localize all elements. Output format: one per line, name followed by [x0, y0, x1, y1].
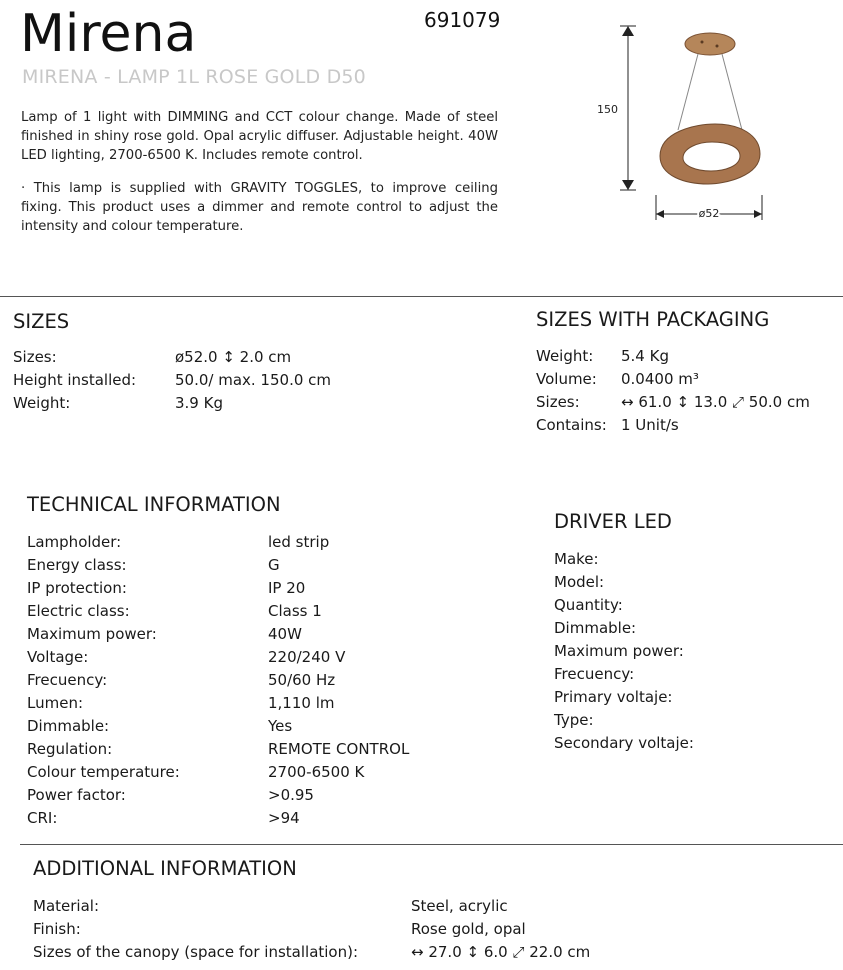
divider-top — [0, 296, 843, 297]
packaging-row — [536, 414, 836, 437]
driver-key: Model: — [554, 573, 605, 591]
technical-value: IP 20 — [268, 579, 306, 597]
technical-value: 2700-6500 K — [268, 763, 365, 781]
technical-key: Voltage: — [27, 648, 89, 666]
technical-key: Lumen: — [27, 694, 84, 712]
driver-key: Maximum power: — [554, 642, 684, 660]
technical-value: led strip — [268, 533, 330, 551]
technical-value: 220/240 V — [268, 648, 346, 666]
driver-row — [554, 548, 834, 571]
product-description: Lamp of 1 light with DIMMING and CCT colour change. Made of steel finished in shiny rose gold. Opal acrylic diffuser. Adjustable height. 40W LED lighting, 2700-6500 K. Includes remote control. — [21, 110, 498, 163]
sizes-row — [13, 392, 393, 415]
packaging-key: Sizes: — [536, 393, 580, 411]
height-arrow-top — [622, 26, 634, 36]
additional-key: Sizes of the canopy (space for installation): — [33, 943, 359, 961]
additional-value: Steel, acrylic — [411, 897, 508, 915]
technical-row — [27, 600, 467, 623]
technical-key: Energy class: — [27, 556, 127, 574]
additional-row — [33, 918, 813, 941]
packaging-value: 0.0400 m³ — [621, 370, 699, 388]
packaging-value: ↔ 61.0 ↕ 13.0 ⤢ 50.0 cm — [621, 393, 810, 411]
technical-row — [27, 531, 467, 554]
product-note: · This lamp is supplied with GRAVITY TOGGLES, to improve ceiling fixing. This product uses a dimmer and remote control to adjust the intensity and colour temperature. — [21, 181, 498, 234]
technical-value: 40W — [268, 625, 302, 643]
additional-heading: ADDITIONAL INFORMATION — [33, 857, 297, 880]
packaging-key: Weight: — [536, 347, 594, 365]
driver-list — [554, 548, 834, 755]
packaging-row — [536, 345, 836, 368]
product-code: 691079 — [424, 8, 501, 32]
technical-key: Electric class: — [27, 602, 130, 620]
technical-value: 1,110 lm — [268, 694, 335, 712]
driver-row — [554, 640, 834, 663]
technical-row — [27, 807, 467, 830]
driver-key: Primary voltaje: — [554, 688, 673, 706]
technical-key: Lampholder: — [27, 533, 122, 551]
divider-bottom — [20, 844, 843, 845]
technical-key: Colour temperature: — [27, 763, 180, 781]
technical-row — [27, 554, 467, 577]
technical-row — [27, 577, 467, 600]
additional-row — [33, 941, 813, 964]
packaging-value: 5.4 Kg — [621, 347, 669, 365]
sizes-row — [13, 369, 393, 392]
height-label: 150 — [597, 103, 618, 116]
technical-row — [27, 715, 467, 738]
driver-row — [554, 594, 834, 617]
additional-row — [33, 895, 813, 918]
driver-row — [554, 732, 834, 755]
driver-key: Secondary voltaje: — [554, 734, 694, 752]
lamp-dimension-drawing — [597, 20, 780, 225]
packaging-key: Contains: — [536, 416, 607, 434]
canopy-shape — [685, 33, 735, 55]
driver-key: Frecuency: — [554, 665, 635, 683]
technical-row — [27, 692, 467, 715]
technical-value: REMOTE CONTROL — [268, 740, 410, 758]
sizes-value: ø52.0 ↕ 2.0 cm — [175, 348, 292, 366]
cable-right — [722, 54, 742, 130]
diameter-label: ø52 — [698, 207, 720, 220]
technical-key: Frecuency: — [27, 671, 108, 689]
sizes-value: 3.9 Kg — [175, 394, 223, 412]
technical-value: Class 1 — [268, 602, 322, 620]
lamp-ring — [660, 124, 760, 184]
technical-value: G — [268, 556, 280, 574]
technical-value: Yes — [268, 717, 293, 735]
technical-key: Maximum power: — [27, 625, 157, 643]
driver-row — [554, 709, 834, 732]
driver-row — [554, 617, 834, 640]
driver-row — [554, 686, 834, 709]
driver-key: Dimmable: — [554, 619, 637, 637]
driver-key: Type: — [554, 711, 594, 729]
technical-value: >94 — [268, 809, 300, 827]
additional-value: Rose gold, opal — [411, 920, 526, 938]
technical-key: IP protection: — [27, 579, 127, 597]
sizes-key: Weight: — [13, 394, 71, 412]
sizes-key: Sizes: — [13, 348, 57, 366]
technical-row — [27, 761, 467, 784]
sizes-heading: SIZES — [13, 310, 70, 333]
packaging-row — [536, 391, 836, 414]
product-subtitle: MIRENA - LAMP 1L ROSE GOLD D50 — [22, 66, 366, 88]
technical-key: CRI: — [27, 809, 58, 827]
sizes-key: Height installed: — [13, 371, 137, 389]
technical-value: >0.95 — [268, 786, 314, 804]
technical-key: Dimmable: — [27, 717, 110, 735]
packaging-value: 1 Unit/s — [621, 416, 679, 434]
driver-key: Quantity: — [554, 596, 623, 614]
technical-key: Regulation: — [27, 740, 113, 758]
additional-value: ↔ 27.0 ↕ 6.0 ⤢ 22.0 cm — [411, 943, 591, 961]
driver-heading: DRIVER LED — [554, 510, 672, 533]
sizes-value: 50.0/ max. 150.0 cm — [175, 371, 332, 389]
packaging-list — [536, 345, 836, 437]
cable-left — [678, 54, 698, 130]
product-title: Mirena — [20, 4, 197, 64]
technical-heading: TECHNICAL INFORMATION — [27, 493, 281, 516]
additional-key: Finish: — [33, 920, 81, 938]
height-arrow-bottom — [622, 180, 634, 190]
technical-value: 50/60 Hz — [268, 671, 336, 689]
driver-key: Make: — [554, 550, 599, 568]
packaging-key: Volume: — [536, 370, 597, 388]
technical-row — [27, 669, 467, 692]
technical-row — [27, 623, 467, 646]
additional-list — [33, 895, 813, 964]
technical-list — [27, 531, 467, 830]
packaging-heading: SIZES WITH PACKAGING — [536, 308, 770, 331]
technical-row — [27, 784, 467, 807]
technical-key: Power factor: — [27, 786, 126, 804]
technical-row — [27, 646, 467, 669]
packaging-row — [536, 368, 836, 391]
sizes-row — [13, 346, 393, 369]
sizes-list — [13, 346, 393, 415]
driver-row — [554, 663, 834, 686]
additional-key: Material: — [33, 897, 99, 915]
technical-row — [27, 738, 467, 761]
driver-row — [554, 571, 834, 594]
